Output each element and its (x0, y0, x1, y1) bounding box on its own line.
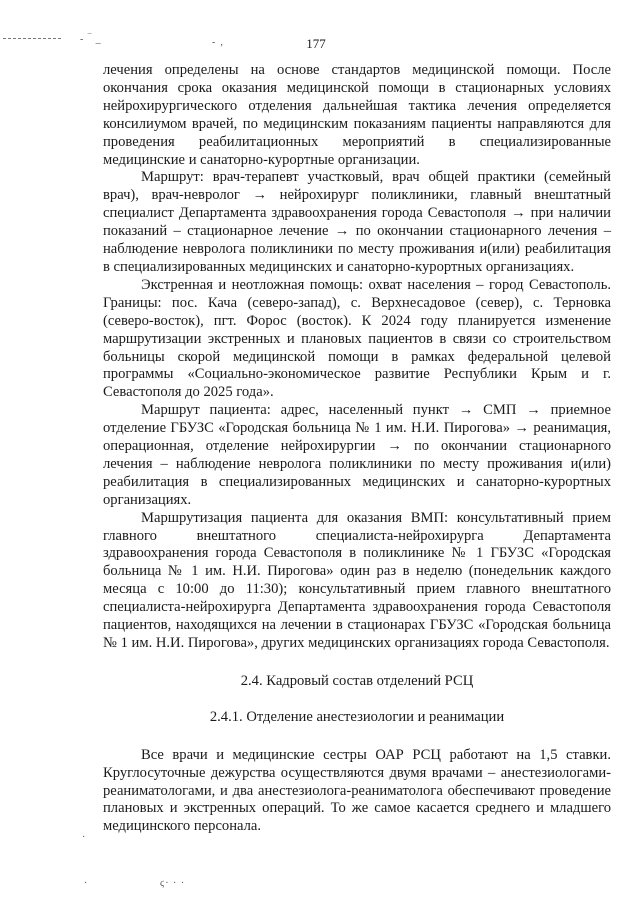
paragraph: Все врачи и медицинские сестры ОАР РСЦ работают на 1,5 ставки. Круглосуточные дежурства осуществляются двумя врачами – анестезиологами-реаниматологами, и два анестезиолога-реаниматолога обеспечивают проведение плановых и экстренных операций. То же самое касается среднего и младшего медицинского персонала. (103, 746, 611, 835)
scan-artifact-mark: ϛ· · · (160, 878, 186, 889)
scan-artifact-mark: · (82, 832, 87, 843)
paragraph: лечения определены на основе стандартов медицинской помощи. После окончания срока оказания медицинской помощи в стационарных условиях нейрохирургического отделения дальнейшая тактика лечения определяется консилиумом врачей, по медицинским показаниям пациенты направляются для проведения реабилитационных мероприятий в специализированные медицинские и санаторно-курортные организации. (103, 62, 611, 168)
scan-artifact-mark: - ‾ _ (80, 34, 102, 45)
paragraph: Маршрут: врач-терапевт участковый, врач общей практики (семейный врач), врач-невролог → нейрохирург поликлиники, главный внештатный специалист Департамента здравоохранения города Севастополя → при наличии показаний – стационарное лечение → по окончании стационарного лечения – наблюдение невролога поликлиники по месту проживания и(или) реабилитация в специализированных медицинских и санаторно-курортных организациях. (103, 169, 611, 275)
paragraph: Маршрут пациента: адрес, населенный пункт → СМП → приемное отделение ГБУЗС «Городская больница № 1 им. Н.И. Пирогова» → реанимация, операционная, отделение нейрохирургии → по окончании стационарного лечения – наблюдение невролога поликлиники по месту проживания и(или) реабилитация в специализированных медицинских и санаторно-курортных организациях. (103, 402, 611, 508)
subsection-heading: 2.4.1. Отделение анестезиологии и реанимации (209, 708, 505, 725)
scan-artifact-mark: · (84, 878, 89, 889)
paragraph: Экстренная и неотложная помощь: охват населения – город Севастополь. Границы: пос. Кача (северо-запад), с. Верхнесадовое (север), с. Терновка (северо-восток), пгт. Форос (восток). К 2024 году планируется изменение маршрутизации экстренных и плановых пациентов в связи со строительством больницы скорой медицинской помощи в рамках федеральной целевой программы «Социально-экономическое развитие Республики Крым и г. Севастополя до 2025 года». (103, 276, 611, 401)
document-body (103, 62, 611, 836)
scan-artifact-mark: - ‚ (212, 37, 225, 48)
paragraph: Маршрутизация пациента для оказания ВМП: консультативный прием главного внештатного специалиста-нейрохирурга Департамента здравоохранения города Севастополя в поликлинике № 1 ГБУЗС «Городская больница № 1 им. Н.И. Пирогова» один раз в неделю (понедельник каждого месяца с 10:00 до 11:30); консультативный прием главного внештатного специалиста-нейрохирурга Департамента здравоохранения города Севастополя пациентов, находящихся на лечении в стационарах ГБУЗС «Городская больница № 1 им. Н.И. Пирогова», других медицинских организациях города Севастополя. (103, 509, 611, 651)
section-heading: 2.4. Кадровый состав отделений РСЦ (240, 672, 474, 689)
page-number: 177 (306, 36, 326, 51)
